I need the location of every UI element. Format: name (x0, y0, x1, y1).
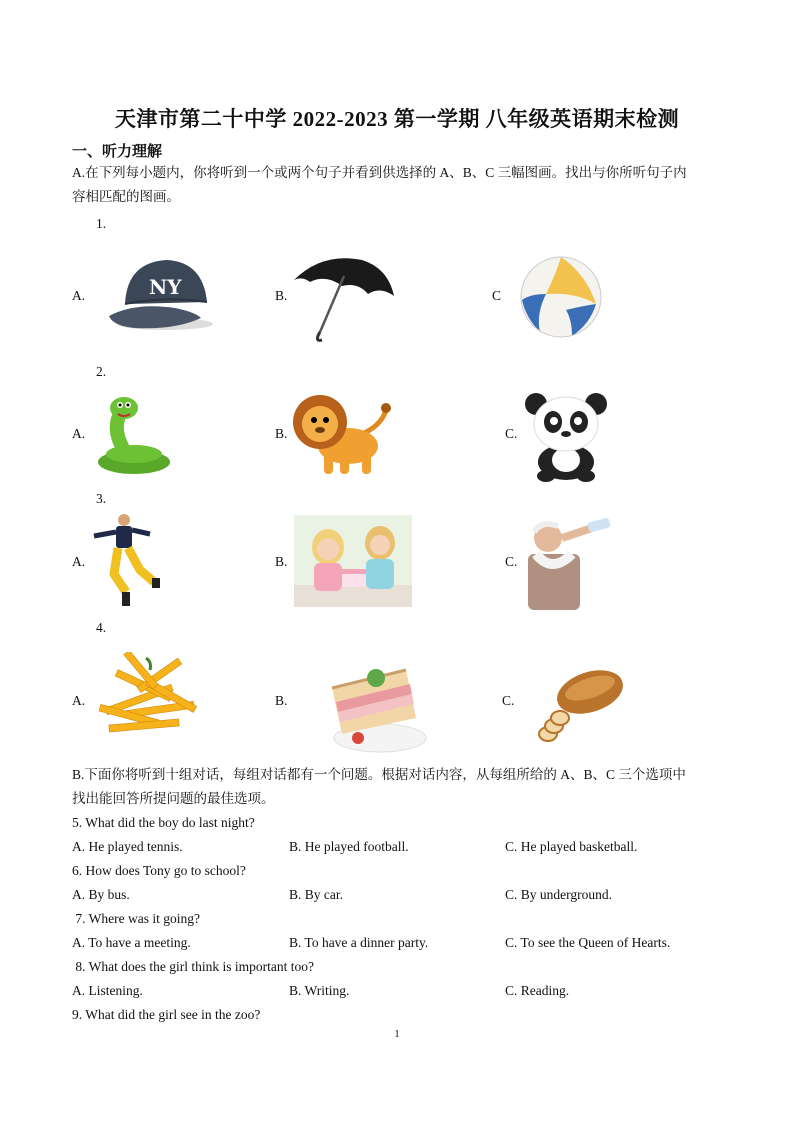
option-label: B. (275, 288, 288, 303)
question-number: 1. (96, 216, 107, 231)
bread-icon (532, 664, 628, 744)
lion-icon (290, 390, 394, 478)
question-number: 4. (96, 620, 107, 635)
option-c: C. He played basketball. (505, 839, 638, 854)
man-drinking-water-icon (522, 514, 618, 610)
option-label: A. (72, 426, 86, 441)
girls-with-cake-icon (294, 515, 412, 607)
dancing-boy-icon (90, 512, 162, 614)
question-text: 9. What did the girl see in the zoo? (72, 1007, 261, 1022)
option-b: B. To have a dinner party. (289, 935, 429, 950)
umbrella-icon (292, 256, 396, 342)
french-fries-icon (94, 652, 204, 740)
question-text: 8. What does the girl think is important too? (72, 959, 314, 974)
question-text: 5. What did the boy do last night? (72, 815, 255, 830)
option-b: B. He played football. (289, 839, 409, 854)
page-title: 天津市第二十中学 2022-2023 第一学期 八年级英语期末检测 (114, 107, 680, 131)
option-label: B. (275, 426, 288, 441)
part-a-instruction-line2: 容相匹配的图画。 (72, 189, 180, 204)
option-label: A. (72, 693, 86, 708)
option-label: C. (505, 426, 518, 441)
option-label: A. (72, 554, 86, 569)
page-number: 1 (394, 1028, 400, 1040)
question-number: 3. (96, 491, 107, 506)
part-b-instruction-line2: 找出能回答所提问题的最佳选项。 (72, 791, 275, 806)
svg-text:NY: NY (149, 275, 182, 299)
section-heading: 一、听力理解 (72, 144, 163, 160)
baseball-cap-icon (105, 252, 215, 334)
panda-icon (520, 388, 612, 482)
question-text: 6. How does Tony go to school? (72, 863, 246, 878)
option-a: A. He played tennis. (72, 839, 183, 854)
option-a: A. By bus. (72, 887, 130, 902)
option-label: A. (72, 288, 86, 303)
question-number: 2. (96, 364, 107, 379)
option-b: B. By car. (289, 887, 343, 902)
option-label: C (492, 288, 502, 303)
option-c: C. Reading. (505, 983, 570, 998)
option-a: A. To have a meeting. (72, 935, 191, 950)
option-b: B. Writing. (289, 983, 350, 998)
option-c: C. By underground. (505, 887, 612, 902)
question-text: 7. Where was it going? (72, 911, 200, 926)
option-label: B. (275, 554, 288, 569)
snake-icon (94, 394, 176, 478)
option-c: C. To see the Queen of Hearts. (505, 935, 671, 950)
volleyball-icon (516, 254, 606, 340)
part-b-instruction-line1: B.下面你将听到十组对话，每组对话都有一个问题。根据对话内容，从每组所给的 A、B、C 三个选项中 (72, 767, 686, 782)
option-a: A. Listening. (72, 983, 143, 998)
part-a-instruction-line1: A.在下列每小题内，你将听到一个或两个句子并看到供选择的 A、B、C 三幅图画。找出与你所听句子内 (72, 165, 687, 180)
option-label: B. (275, 693, 288, 708)
option-label: C. (502, 693, 515, 708)
option-label: C. (505, 554, 518, 569)
sandwich-icon (324, 658, 430, 754)
